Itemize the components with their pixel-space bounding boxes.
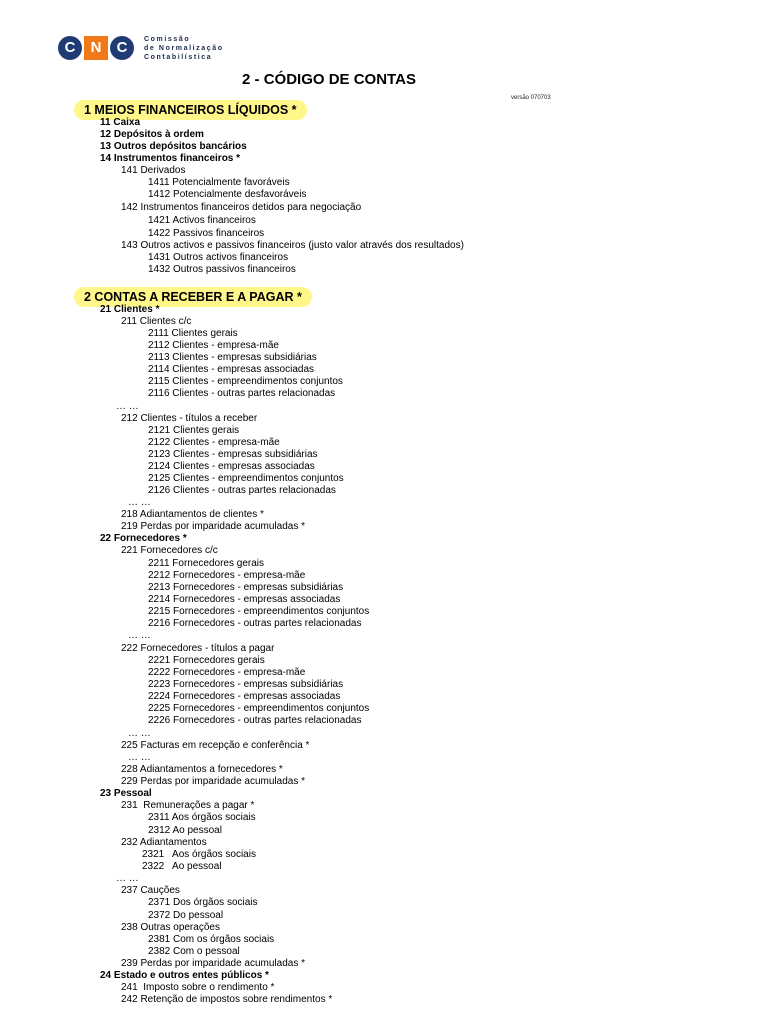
account-line: 2116 Clientes - outras partes relacionadas — [148, 388, 336, 399]
version-label: versão 070703 — [511, 95, 551, 101]
account-line: 2113 Clientes - empresas subsidiárias — [148, 352, 317, 363]
account-line: 1431 Outros activos financeiros — [148, 252, 289, 263]
logo-c-left-icon: C — [58, 36, 82, 60]
account-line: 228 Adiantamentos a fornecedores * — [121, 764, 283, 775]
account-line: 2115 Clientes - empreendimentos conjuntos — [148, 376, 343, 387]
page-title: 2 - CÓDIGO DE CONTAS — [242, 71, 416, 88]
account-line: 2382 Com o pessoal — [148, 946, 240, 957]
account-line: 1422 Passivos financeiros — [148, 228, 265, 239]
ellipsis-line: … … — [128, 630, 151, 641]
account-line: 22 Fornecedores * — [100, 533, 187, 544]
account-line: 2121 Clientes gerais — [148, 425, 240, 436]
account-line: 2312 Ao pessoal — [148, 825, 222, 836]
account-line: 219 Perdas por imparidade acumuladas * — [121, 521, 305, 532]
account-line: 2111 Clientes gerais — [148, 328, 238, 339]
section-heading-1: 1 MEIOS FINANCEIROS LÍQUIDOS * — [74, 100, 307, 120]
account-line: 221 Fornecedores c/c — [121, 545, 218, 556]
org-line: de Normalização — [144, 45, 224, 52]
account-line: 222 Fornecedores - títulos a pagar — [121, 643, 275, 654]
account-line: 13 Outros depósitos bancários — [100, 141, 247, 152]
org-line: Comissão — [144, 36, 191, 43]
account-line: 2112 Clientes - empresa-mãe — [148, 340, 279, 351]
account-line: 1432 Outros passivos financeiros — [148, 264, 296, 275]
account-line: 14 Instrumentos financeiros * — [100, 153, 241, 164]
account-line: 229 Perdas por imparidade acumuladas * — [121, 776, 305, 787]
ellipsis-line: … … — [128, 752, 151, 763]
account-line: 241 Imposto sobre o rendimento * — [121, 982, 275, 993]
account-line: 242 Retenção de impostos sobre rendimentos * — [121, 994, 333, 1005]
account-line: 2212 Fornecedores - empresa-mãe — [148, 570, 306, 581]
account-line: 2221 Fornecedores gerais — [148, 655, 265, 666]
account-line: 24 Estado e outros entes públicos * — [100, 970, 269, 981]
account-line: 2214 Fornecedores - empresas associadas — [148, 594, 341, 605]
account-line: 23 Pessoal — [100, 788, 152, 799]
account-line: 2223 Fornecedores - empresas subsidiárias — [148, 679, 344, 690]
ellipsis-line: … … — [128, 728, 151, 739]
account-line: 21 Clientes * — [100, 304, 160, 315]
account-line: 2122 Clientes - empresa-mãe — [148, 437, 280, 448]
account-line: 225 Facturas em recepção e conferência * — [121, 740, 310, 751]
account-line: 237 Cauções — [121, 885, 180, 896]
account-line: 2215 Fornecedores - empreendimentos conjuntos — [148, 606, 370, 617]
ellipsis-line: … … — [128, 497, 151, 508]
account-line: 239 Perdas por imparidade acumuladas * — [121, 958, 305, 969]
account-line: 2124 Clientes - empresas associadas — [148, 461, 315, 472]
account-line: 143 Outros activos e passivos financeiros (justo valor através dos resultados) — [121, 240, 464, 251]
account-line: 2125 Clientes - empreendimentos conjuntos — [148, 473, 344, 484]
account-line: 2126 Clientes - outras partes relacionadas — [148, 485, 336, 496]
account-line: 2224 Fornecedores - empresas associadas — [148, 691, 341, 702]
account-line: 231 Remunerações a pagar * — [121, 800, 255, 811]
account-line: 211 Clientes c/c — [121, 316, 192, 327]
account-line: 2321 Aos órgãos sociais — [142, 849, 256, 860]
account-line: 1421 Activos financeiros — [148, 215, 256, 226]
account-line: 142 Instrumentos financeiros detidos para negociação — [121, 202, 362, 213]
account-line: 2211 Fornecedores gerais — [148, 558, 264, 569]
account-line: 2226 Fornecedores - outras partes relacionadas — [148, 715, 362, 726]
account-line: 238 Outras operações — [121, 922, 220, 933]
logo-n-icon: N — [84, 36, 108, 60]
account-line: 2216 Fornecedores - outras partes relacionadas — [148, 618, 362, 629]
account-line: 2371 Dos órgãos sociais — [148, 897, 258, 908]
account-line: 2123 Clientes - empresas subsidiárias — [148, 449, 318, 460]
account-line: 2311 Aos órgãos sociais — [148, 812, 256, 823]
account-line: 232 Adiantamentos — [121, 837, 207, 848]
logo-c-right-icon: C — [110, 36, 134, 60]
account-line: 2225 Fornecedores - empreendimentos conjuntos — [148, 703, 370, 714]
account-line: 2372 Do pessoal — [148, 910, 224, 921]
account-line: 2381 Com os órgãos sociais — [148, 934, 275, 945]
account-line: 1412 Potencialmente desfavoráveis — [148, 189, 307, 200]
account-line: 1411 Potencialmente favoráveis — [148, 177, 290, 188]
org-line: Contabilística — [144, 54, 213, 61]
account-line: 2114 Clientes - empresas associadas — [148, 364, 315, 375]
account-line: 2322 Ao pessoal — [142, 861, 222, 872]
account-line: 141 Derivados — [121, 165, 186, 176]
section-heading-2: 2 CONTAS A RECEBER E A PAGAR * — [74, 287, 312, 307]
ellipsis-line: … … — [116, 873, 139, 884]
account-line: 2213 Fornecedores - empresas subsidiárias — [148, 582, 344, 593]
ellipsis-line: … … — [116, 401, 139, 412]
account-line: 12 Depósitos à ordem — [100, 129, 204, 140]
account-line: 11 Caixa — [100, 117, 141, 128]
organization-name — [144, 35, 224, 62]
account-line: 218 Adiantamentos de clientes * — [121, 509, 264, 520]
account-line: 2222 Fornecedores - empresa-mãe — [148, 667, 306, 678]
account-line: 212 Clientes - títulos a receber — [121, 413, 258, 424]
